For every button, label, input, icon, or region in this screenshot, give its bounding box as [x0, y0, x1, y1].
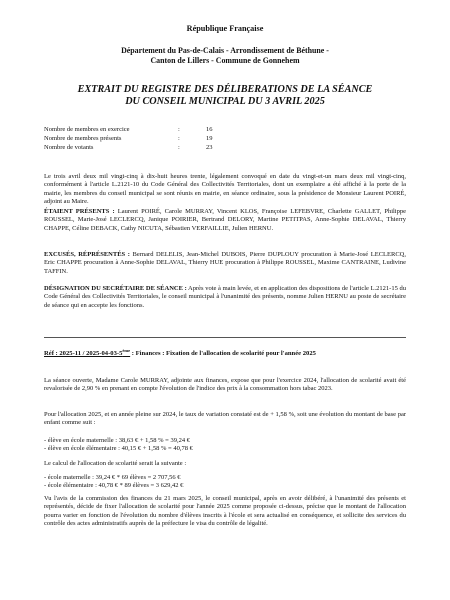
count-separator: :: [178, 144, 180, 151]
presents-label: ÉTAIENT PRÉSENTS :: [44, 208, 115, 215]
decision-paragraph: Vu l'avis de la commission des finances du 21 mars 2025, le conseil municipal, après en avoir délibéré, à l'unanimité des présents et représentés, décide de fixer l'allocation de scolarité pour l'année 2025 comme proposée ci-dessus, précise que le montant de l'allocation pourra varier en fonction de l'évolution du nombre d'élèves inscrits à l'école et sera actualisé en conséquence, et sollicite des services du contrôle des actes administratifs auprès de la préfecture le visa du contrôle de légalité.: [44, 495, 406, 528]
calcul-paragraph: Le calcul de l'allocation de scolarité serait la suivante :: [44, 460, 187, 467]
deliberation-reference: [44, 348, 406, 357]
count-row: [44, 125, 226, 134]
department-line-2: Canton de Lillers - Commune de Gonnehem: [150, 56, 300, 65]
presents-paragraph: [44, 208, 406, 233]
count-label: Nombre de membres présents: [44, 135, 122, 142]
reference-subject: : Finances : Fixation de l'allocation de scolarité pour l'année 2025: [130, 350, 316, 358]
total-item: - école élémentaire : 40,78 € * 89 élèves = 3 629,42 €: [44, 482, 184, 490]
excuses-paragraph: [44, 251, 406, 276]
count-separator: :: [178, 126, 180, 133]
count-label: Nombre de votants: [44, 144, 94, 151]
rate-item: - élève en école élémentaire : 40,15 € + 1,58 % = 40,78 €: [44, 445, 193, 453]
totals-list: [44, 474, 406, 491]
title-line-2: DU CONSEIL MUNICIPAL DU 3 AVRIL 2025: [125, 96, 325, 107]
document-title: [40, 84, 410, 108]
title-line-1: EXTRAIT DU REGISTRE DES DÉLIBERATIONS DE LA SÉANCE: [77, 84, 373, 95]
count-row: [44, 134, 226, 143]
total-item: - école maternelle : 39,24 € * 69 élèves = 2 707,56 €: [44, 474, 181, 481]
presents-names: Laurent POIRÉ, Carole MURRAY, Vincent KLOS, Françoise LEFEBVRE, Charlette GALLET, Philippe ROUSSEL, Marie-José LECLERCQ, Janique POIRIER, Bertrand DELORY, Martine PETITPAS, Anne-Sophie DELAVAL, Thierry CHAPPE, Céline DEBACK, Cathy NICUTA, Sébastien VERFAILLIE, Julien HERNU.: [44, 208, 406, 232]
seance-paragraph: La séance ouverte, Madame Carole MURRAY, adjointe aux finances, expose que pour l'exercice 2024, l'allocation de scolarité avait été revalorisée de 2,90 % en prenant en compte l'évolution de l'indice des prix à la consommation hors tabac 2023.: [44, 377, 406, 393]
reference-code: [44, 350, 130, 357]
republic-heading: République Française: [186, 24, 264, 33]
secretaire-paragraph: [44, 285, 406, 310]
department-heading: [60, 46, 390, 66]
count-value: 23: [206, 144, 213, 151]
excuses-names: Bernard DELELIS, Jean-Michel DUBOIS, Pierre DUPLOUY procuration à Marie-José LECLERCQ, Eric CHAPPE procuration à Anne-Sophie DELAVAL, Thierry HUE procuration à Philippe ROUSSEL, Maxime CANTRAINE, Ludivine TAFFIN.: [44, 251, 406, 275]
secretaire-label: DÉSIGNATION DU SECRÉTAIRE DE SÉANCE :: [44, 285, 187, 292]
section-divider: [44, 337, 406, 338]
count-label: Nombre de membres en exercice: [44, 126, 130, 133]
reference-superscript: ème: [122, 348, 131, 353]
count-value: 16: [206, 126, 213, 133]
rate-list: [44, 437, 406, 454]
count-separator: :: [178, 135, 180, 142]
count-value: 19: [206, 135, 213, 142]
intro-paragraph: Le trois avril deux mil vingt-cinq à dix-huit heures trente, légalement convoqué en date du vingt-et-un mars deux mil vingt-cinq, conformément à l'article L.2121-10 du Code Général des Collectivités Territoriales, dont un exemplaire a été affiché à la porte de la mairie, les membres du conseil municipal se sont réunis en mairie, en séance ordinaire, sous la présidence de Monsieur Laurent POIRÉ, adjoint au Maire.: [44, 173, 406, 206]
allocation-paragraph: Pour l'allocation 2025, et en année pleine sur 2024, le taux de variation constaté est de + 1,58 %, soit une évolution du montant de base par enfant comme suit :: [44, 411, 406, 427]
secretaire-text: Après vote à main levée, et en application des dispositions de l'article L.2121-15 du Code Général des Collectivités Territoriales, le conseil municipal à l'unanimité des présents, nomme Julien HERNU au poste de secrétaire de séance qui en accepte les fonctions.: [44, 285, 406, 309]
reference-number: Réf : 2025-11 / 2025-04-03-5: [44, 350, 123, 358]
rate-item: - élève en école maternelle : 38,63 € + 1,58 % = 39,24 €: [44, 437, 190, 444]
member-counts: [44, 125, 226, 152]
count-row: [44, 143, 226, 152]
excuses-label: EXCUSÉS, RÉPRÉSENTÉS :: [44, 251, 130, 258]
department-line-1: Département du Pas-de-Calais - Arrondissement de Béthune -: [121, 46, 329, 55]
